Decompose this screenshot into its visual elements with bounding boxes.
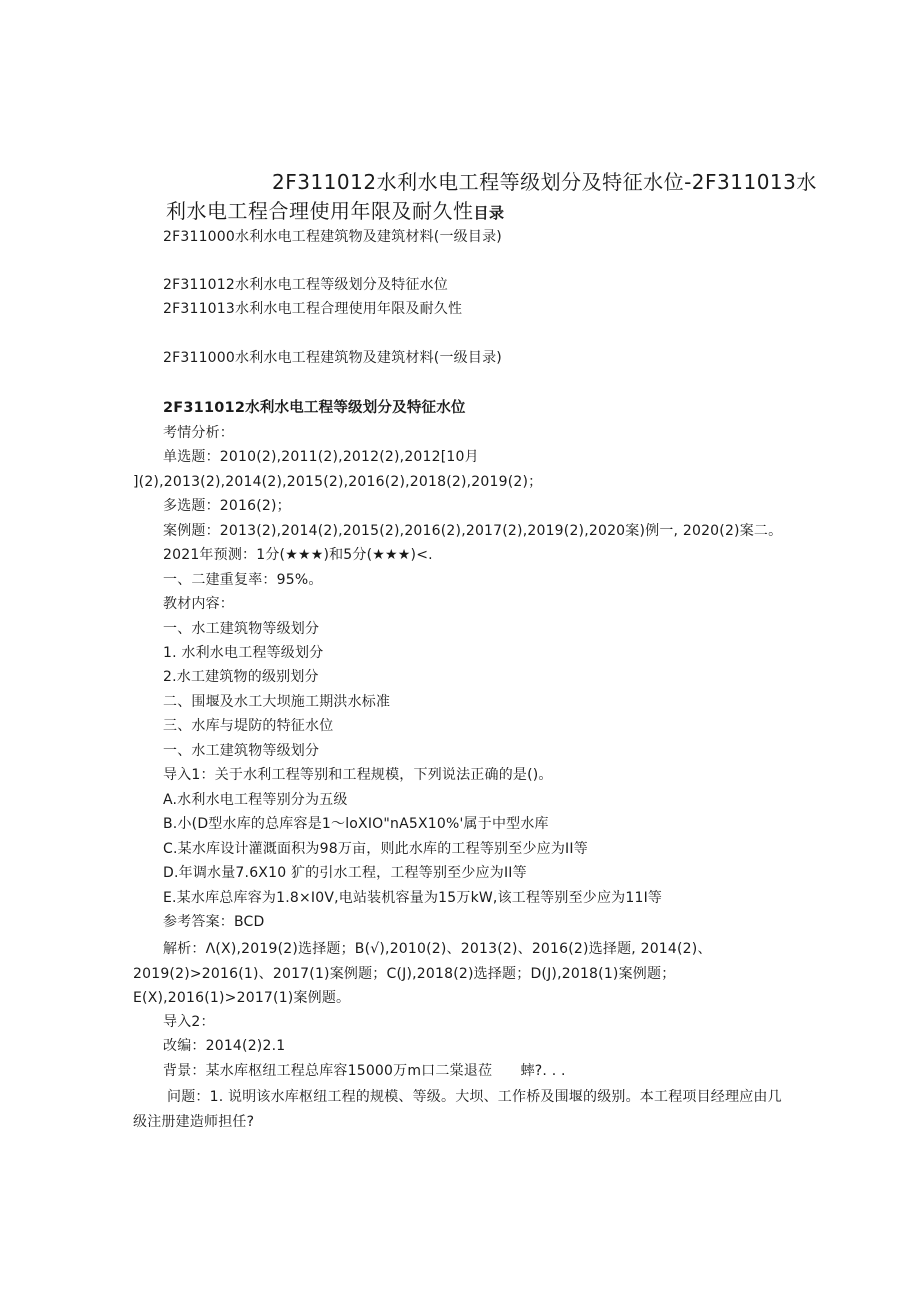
- body-line: 三、水库与堤防的特征水位: [163, 718, 334, 734]
- body-line: ](2),2013(2),2014(2),2015(2),2016(2),2018(2),2019(2)；: [133, 474, 543, 490]
- option-line: E.某水库总库容为1.8×I0V,电站装机容量为15万kW,该工程等别至少应为11I等: [163, 890, 663, 906]
- toc-item: 2F311013水利水电工程合理使用年限及耐久性: [163, 301, 463, 317]
- doc-title-line-1: 2F311012水利水电工程等级划分及特征水位-2F311013水: [272, 170, 817, 194]
- option-line: D.年调水量7.6X10 犷的引水工程，工程等别至少应为II等: [163, 865, 527, 881]
- body-line: 考情分析：: [163, 425, 234, 441]
- analysis-paragraph: 解析：Λ(X),2019(2)选择题；B(√),2010(2)、2013(2)、2016(2)选择题, 2014(2)、2019(2)>2016(1)、2017(1)案例题；C(J),2018(2)选择题；D(J),2018(1)案例题；E(X),2016(1)>2017(1)案例题。: [133, 941, 712, 1006]
- doc-title-text: 利水电工程合理使用年限及耐久性: [166, 199, 474, 223]
- body-line: 多选题：2016(2)；: [163, 498, 291, 514]
- body-line: 单选题：2010(2),2011(2),2012(2),2012[10月: [163, 449, 479, 465]
- body-line: 教材内容：: [163, 596, 234, 612]
- body-line: 2021年预测：1分(★★★)和5分(★★★)<.: [163, 547, 433, 563]
- option-line: B.小(D型水库的总库容是1〜loXIO"nA5X10%'属于中型水库: [163, 816, 549, 832]
- option-line: A.水利水电工程等别分为五级: [163, 792, 348, 808]
- section-heading: 2F311012水利水电工程等级划分及特征水位: [163, 400, 466, 416]
- question-paragraph: 问题：1. 说明该水库枢纽工程的规模、等级。大坝、工作桥及围堰的级别。本工程项目经理应由几级注册建造师担任?: [133, 1089, 782, 1130]
- toc-item: 2F311012水利水电工程等级划分及特征水位: [163, 277, 449, 293]
- body-line: 改编：2014(2)2.1: [163, 1038, 286, 1054]
- option-line: C.某水库设计灌溉面积为98万亩，则此水库的工程等别至少应为II等: [163, 841, 588, 857]
- answer-line: 参考答案：BCD: [163, 914, 265, 930]
- toc-item: 2F311000水利水电工程建筑物及建筑材料(一级目录): [163, 229, 502, 245]
- body-line: 二、围堰及水工大坝施工期洪水标准: [163, 694, 391, 710]
- doc-title-line-2: [166, 196, 505, 228]
- body-line: 1. 水利水电工程等级划分: [163, 645, 324, 661]
- body-line: 案例题：2013(2),2014(2),2015(2),2016(2),2017(2),2019(2),2020案)例一, 2020(2)案二。: [163, 523, 783, 539]
- doc-title-tail: 目录: [473, 204, 505, 222]
- body-line: 背景：某水库枢纽工程总库容15000万m口二棠退莅 蟀?. . .: [163, 1063, 566, 1079]
- body-line: 2.水工建筑物的级别划分: [163, 669, 319, 685]
- body-line: 导入2：: [163, 1014, 215, 1030]
- body-line: 一、二建重复率：95%。: [163, 572, 323, 588]
- toc-item: 2F311000水利水电工程建筑物及建筑材料(一级目录): [163, 350, 502, 366]
- body-line: 一、水工建筑物等级划分: [163, 743, 320, 759]
- body-line: 一、水工建筑物等级划分: [163, 621, 320, 637]
- body-line: 导入1：关于水利工程等别和工程规模，下列说法正确的是()。: [163, 767, 553, 783]
